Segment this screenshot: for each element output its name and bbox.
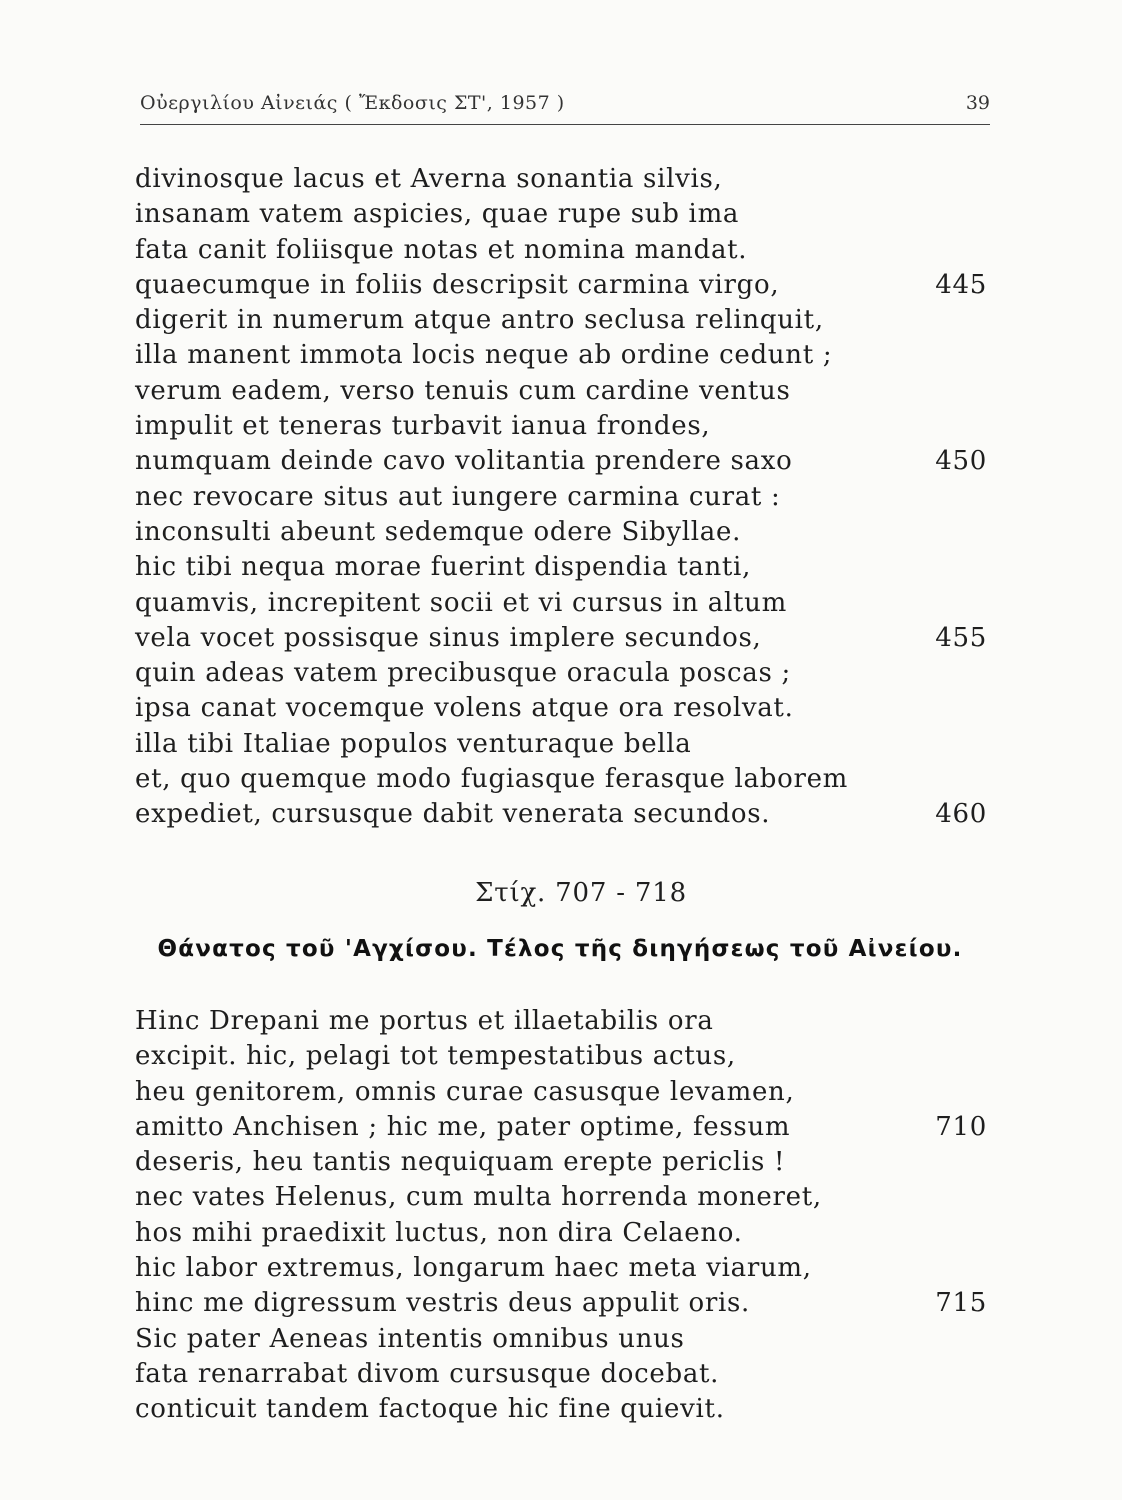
verse-line bbox=[135, 1286, 995, 1321]
verse-line bbox=[135, 1075, 995, 1110]
verse-text: et, quo quemque modo fugiasque ferasque laborem bbox=[135, 764, 849, 795]
verse-text: hinc me digressum vestris deus appulit oris. bbox=[135, 1288, 750, 1319]
verse-text: inconsulti abeunt sedemque odere Sibyllae. bbox=[135, 516, 742, 547]
page-number: 39 bbox=[965, 92, 990, 114]
verse-text: deseris, heu tantis nequiquam erepte periclis ! bbox=[135, 1147, 786, 1178]
verse-text: hos mihi praedixit luctus, non dira Celaeno. bbox=[135, 1217, 743, 1248]
section-title: Θάνατος τοῦ 'Αγχίσου. Τέλος τῆς διηγήσεως τοῦ Αἰνείου. bbox=[157, 936, 963, 962]
verse-text: nec revocare situs aut iungere carmina curat : bbox=[135, 481, 781, 512]
verse-line bbox=[135, 1357, 995, 1392]
verse-passage-2 bbox=[135, 1004, 995, 1428]
verse-line bbox=[135, 162, 995, 197]
verse-text: expediet, cursusque dabit venerata secundos. bbox=[135, 799, 771, 830]
verse-line bbox=[135, 1251, 995, 1286]
verse-line bbox=[135, 656, 995, 691]
line-number: 450 bbox=[935, 446, 987, 477]
line-number: 715 bbox=[935, 1288, 987, 1319]
verse-text: Sic pater Aeneas intentis omnibus unus bbox=[135, 1323, 685, 1354]
verse-text: quamvis, increpitent socii et vi cursus in altum bbox=[135, 587, 787, 618]
header-title: Οὐεργιλίου Αἰνειάς ( Ἔκδοσις ΣΤ', 1957 ) bbox=[140, 92, 565, 114]
verse-text: conticuit tandem factoque hic fine quievit. bbox=[135, 1394, 725, 1425]
verse-line bbox=[135, 586, 995, 621]
verse-line bbox=[135, 621, 995, 656]
verse-text: illa tibi Italiae populos venturaque bella bbox=[135, 728, 692, 759]
verse-line bbox=[135, 268, 995, 303]
verse-line bbox=[135, 303, 995, 338]
verse-text: quin adeas vatem precibusque oracula poscas ; bbox=[135, 658, 791, 689]
verse-line bbox=[135, 550, 995, 585]
verse-line bbox=[135, 480, 995, 515]
verse-text: ipsa canat vocemque volens atque ora resolvat. bbox=[135, 693, 794, 724]
verse-line bbox=[135, 1039, 995, 1074]
verse-line bbox=[135, 1216, 995, 1251]
verse-line bbox=[135, 1180, 995, 1215]
verse-line bbox=[135, 1322, 995, 1357]
verse-text: fata canit foliisque notas et nomina mandat. bbox=[135, 234, 748, 265]
verse-line bbox=[135, 762, 995, 797]
verse-line bbox=[135, 1145, 995, 1180]
verse-text: hic tibi nequa morae fuerint dispendia tanti, bbox=[135, 552, 752, 583]
verse-line bbox=[135, 409, 995, 444]
verse-line bbox=[135, 727, 995, 762]
verse-line bbox=[135, 374, 995, 409]
verse-text: heu genitorem, omnis curae casusque levamen, bbox=[135, 1076, 795, 1107]
verse-text: insanam vatem aspicies, quae rupe sub ima bbox=[135, 199, 740, 230]
verse-text: Hinc Drepani me portus et illaetabilis ora bbox=[135, 1006, 714, 1036]
verse-text: impulit et teneras turbavit ianua frondes, bbox=[135, 411, 711, 442]
verse-line bbox=[135, 1110, 995, 1145]
running-header bbox=[140, 88, 990, 125]
verse-text: fata renarrabat divom cursusque docebat. bbox=[135, 1358, 720, 1389]
verse-line bbox=[135, 1004, 995, 1039]
verse-text: vela vocet possisque sinus implere secundos, bbox=[135, 622, 762, 653]
line-number: 710 bbox=[935, 1111, 987, 1142]
verse-passage-1 bbox=[135, 162, 995, 833]
verse-line bbox=[135, 444, 995, 479]
verse-line bbox=[135, 197, 995, 232]
verse-line bbox=[135, 515, 995, 550]
line-number: 455 bbox=[935, 622, 987, 653]
verse-line bbox=[135, 797, 995, 832]
verse-text: verum eadem, verso tenuis cum cardine ventus bbox=[135, 375, 791, 406]
verse-line bbox=[135, 691, 995, 726]
verse-text: numquam deinde cavo volitantia prendere saxo bbox=[135, 446, 793, 477]
verse-text: quaecumque in foliis descripsit carmina virgo, bbox=[135, 269, 780, 300]
verse-text: illa manent immota locis neque ab ordine cedunt ; bbox=[135, 340, 833, 371]
verse-text: nec vates Helenus, cum multa horrenda moneret, bbox=[135, 1182, 822, 1213]
line-number: 445 bbox=[935, 269, 987, 300]
verse-text: divinosque lacus et Averna sonantia silvis, bbox=[135, 164, 723, 194]
verse-text: digerit in numerum atque antro seclusa relinquit, bbox=[135, 305, 824, 336]
verse-text: hic labor extremus, longarum haec meta viarum, bbox=[135, 1253, 812, 1284]
section-line-reference: Στίχ. 707 - 718 bbox=[475, 878, 687, 908]
verse-text: excipit. hic, pelagi tot tempestatibus actus, bbox=[135, 1041, 736, 1072]
verse-line bbox=[135, 338, 995, 373]
verse-text: amitto Anchisen ; hic me, pater optime, fessum bbox=[135, 1111, 791, 1142]
verse-line bbox=[135, 1392, 995, 1427]
verse-line bbox=[135, 233, 995, 268]
line-number: 460 bbox=[935, 799, 987, 830]
